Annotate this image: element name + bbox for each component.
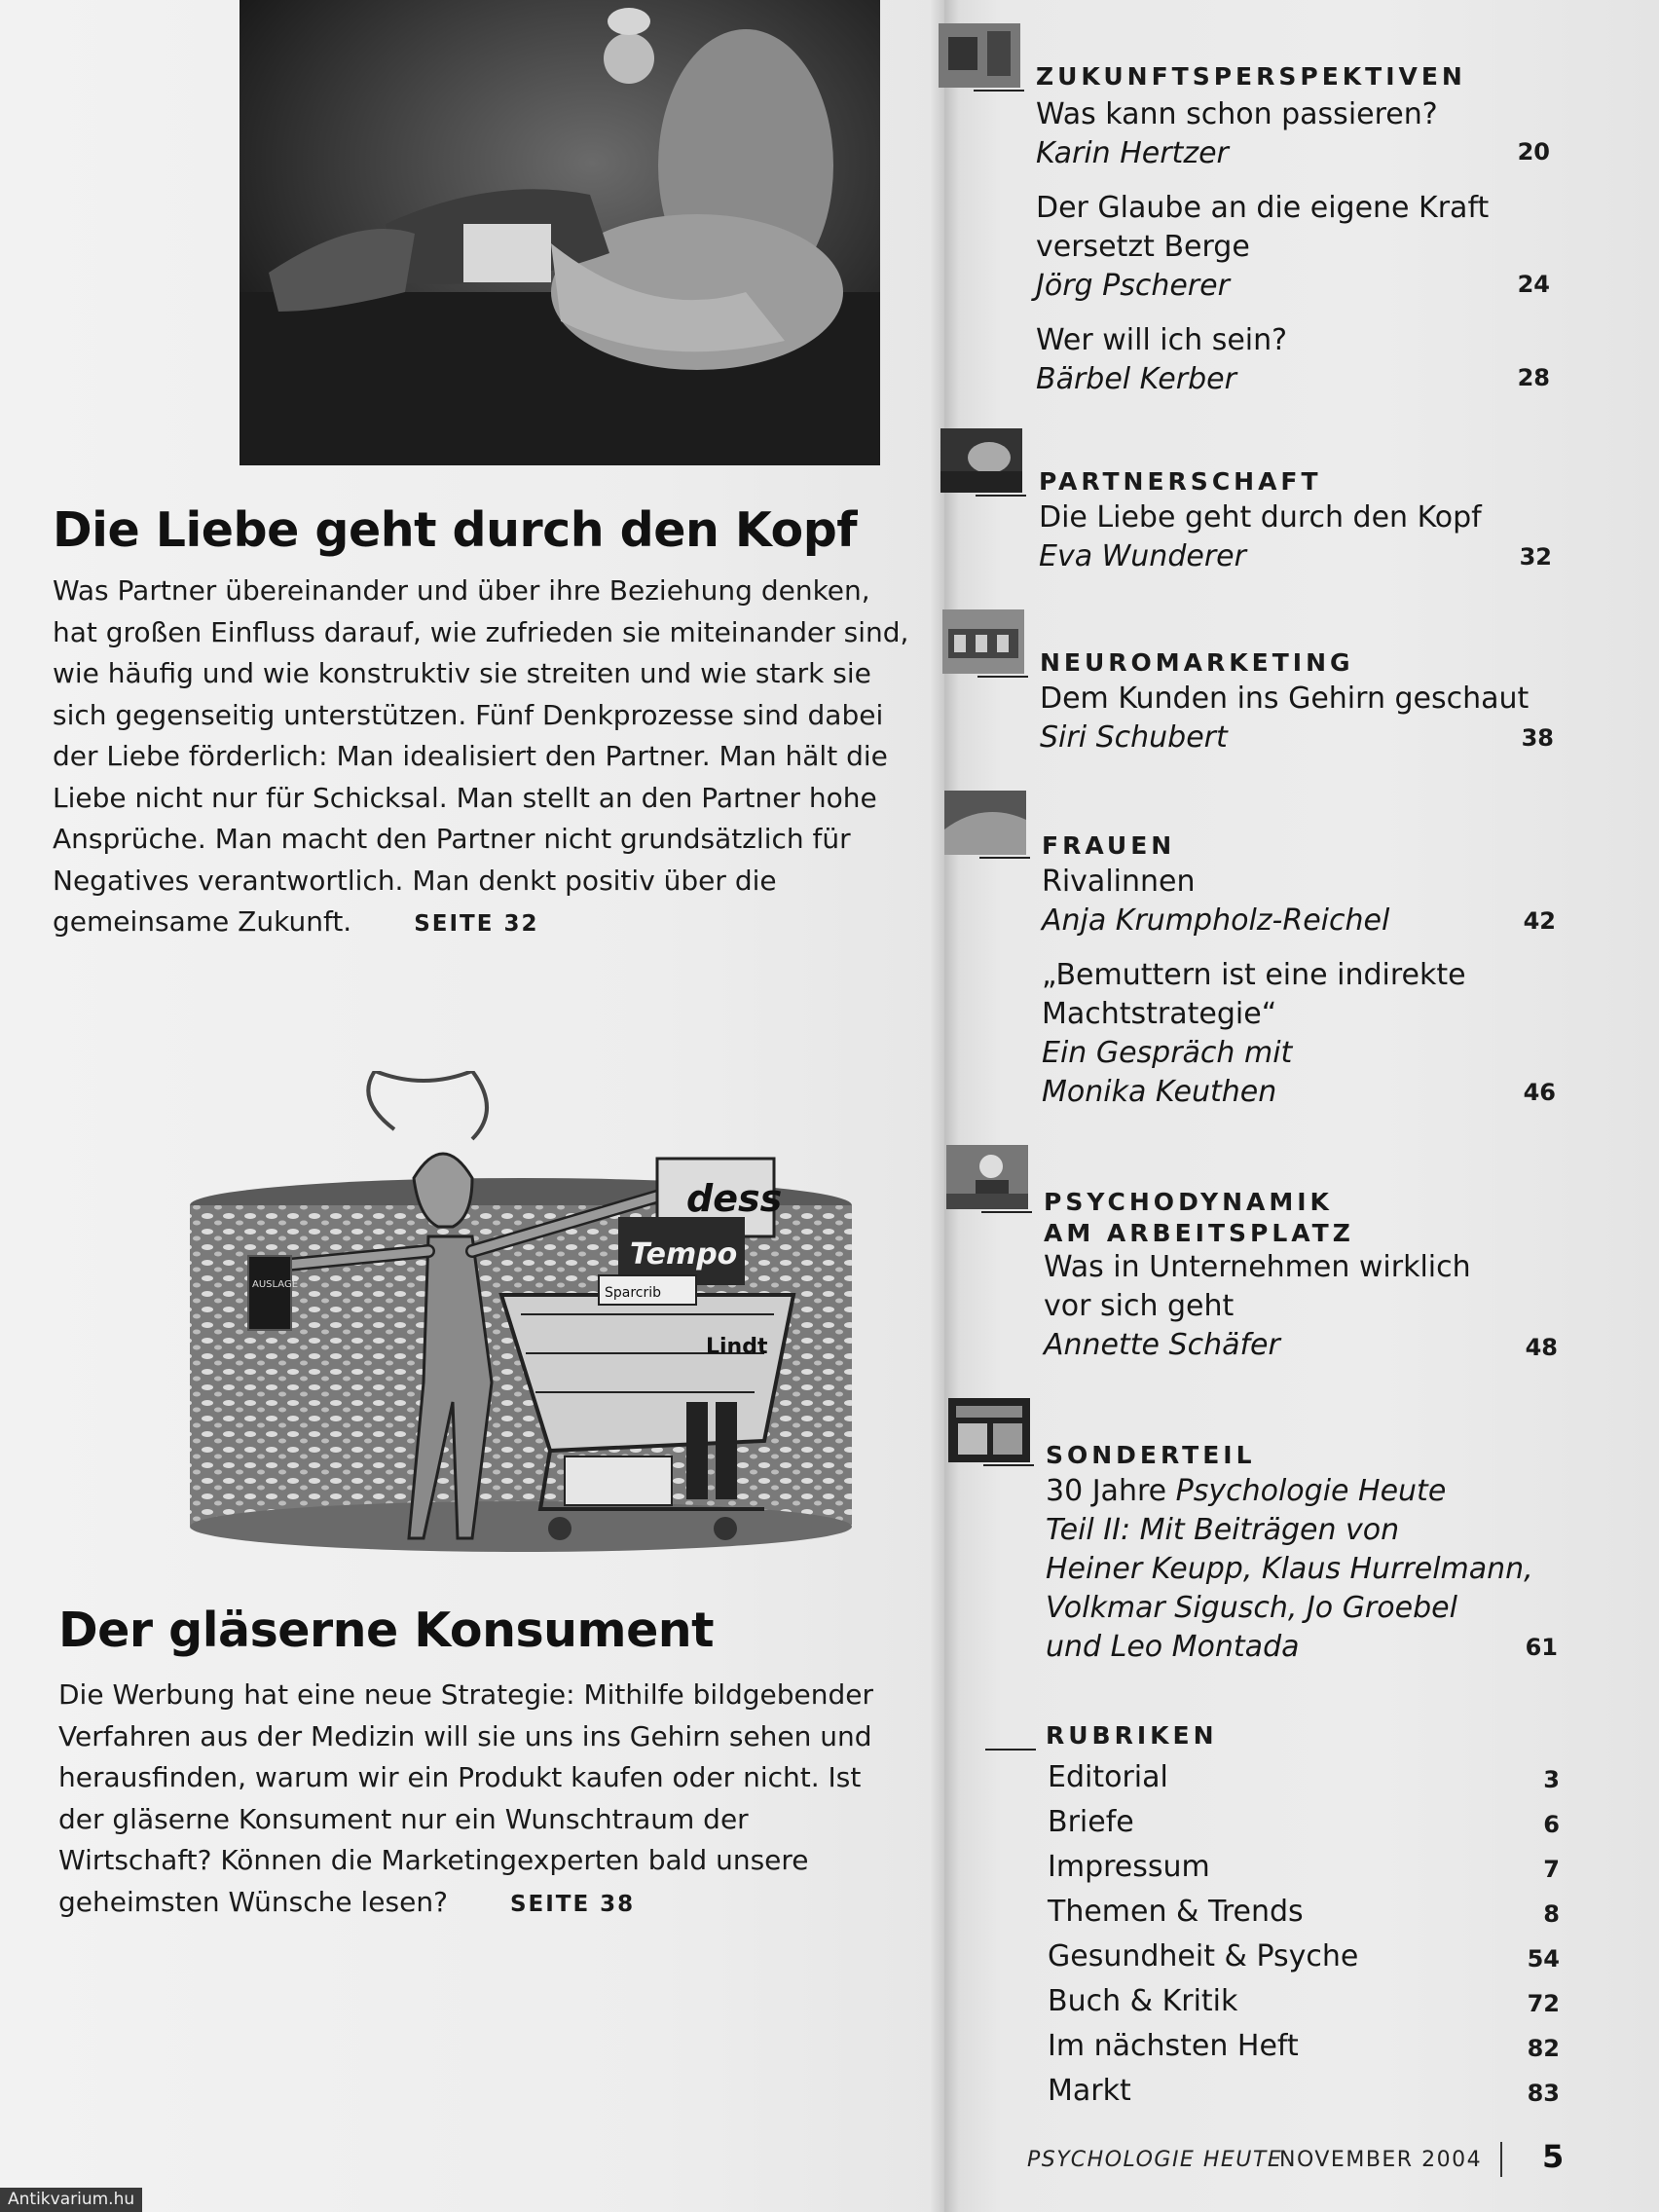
toc-entry-title-prefix: 30 Jahre <box>1046 1474 1176 1508</box>
section-rule <box>983 1464 1034 1466</box>
rubrik-page[interactable]: 82 <box>1527 2035 1560 2062</box>
toc-entry-page[interactable]: 38 <box>1521 724 1554 752</box>
section-rule <box>985 1749 1036 1751</box>
toc-entry-page[interactable]: 32 <box>1519 543 1552 571</box>
toc-entry-author: Ein Gespräch mit <box>1042 1036 1293 1070</box>
section-rule <box>974 90 1024 92</box>
watermark-label: Antikvarium.hu <box>0 2188 142 2212</box>
toc-entry-page[interactable]: 46 <box>1523 1079 1556 1106</box>
toc-entry-author: Volkmar Sigusch, Jo Groebel <box>1046 1591 1457 1625</box>
toc-entry-title[interactable]: Was in Unternehmen wirklich <box>1044 1250 1471 1284</box>
rubrik-page[interactable]: 72 <box>1527 1990 1560 2017</box>
rubrik-page[interactable]: 83 <box>1527 2080 1560 2107</box>
section-heading-arbeitsplatz: AM ARBEITSPLATZ <box>1044 1219 1354 1247</box>
toc-entry-title[interactable] <box>1046 1474 1446 1508</box>
section-rule <box>981 1211 1032 1213</box>
magazine-name: Psychologie Heute <box>1175 1474 1447 1508</box>
product-label-lindt: Lindt <box>706 1335 768 1359</box>
toc-entry-title[interactable]: Machtstrategie“ <box>1042 997 1277 1031</box>
page-reference-link[interactable]: SEITE 32 <box>414 911 539 937</box>
article-teaser-consumer <box>58 1675 896 1925</box>
footer-page-number: 5 <box>1542 2138 1565 2175</box>
section-thumbnail <box>940 428 1022 493</box>
toc-entry-author: Karin Hertzer <box>1036 136 1229 170</box>
toc-entry-page[interactable]: 24 <box>1517 271 1550 298</box>
toc-entry-author: Monika Keuthen <box>1042 1075 1277 1109</box>
section-rule <box>976 495 1026 497</box>
section-thumbnail <box>944 791 1026 855</box>
rubrik-item-naechstes-heft[interactable]: Im nächsten Heft <box>1048 2029 1299 2063</box>
rubrik-item-editorial[interactable]: Editorial <box>1048 1760 1168 1794</box>
rubrik-page[interactable]: 6 <box>1543 1811 1560 1838</box>
toc-entry-title[interactable]: Die Liebe geht durch den Kopf <box>1039 500 1482 535</box>
article-teaser-text: Was Partner übereinander und über ihre Beziehung denken, hat großen Einfluss darauf, wie zufrieden sie miteinander sind, wie häufig und wie konstruktiv sie streiten und wie stark sie sich gegenseitig unterstützen. Fünf Denkprozesse sind dabei der Liebe förderlich: Man idealisiert den Partner. Man hält die Liebe nicht nur für Schicksal. Man stellt an den Partner hohe Ansprüche. Man macht den Partner nicht grundsätzlich für Negatives verantwortlich. Man denkt positiv über die gemeinsame Zukunft. <box>53 574 909 938</box>
product-label-sparcrib: Sparcrib <box>605 1285 662 1301</box>
footer-divider <box>1500 2142 1502 2177</box>
rubrik-item-buch-kritik[interactable]: Buch & Kritik <box>1048 1984 1238 2018</box>
toc-entry-title[interactable]: Wer will ich sein? <box>1036 323 1288 357</box>
toc-entry-title[interactable]: vor sich geht <box>1044 1289 1235 1323</box>
rubrik-item-gesundheit-psyche[interactable]: Gesundheit & Psyche <box>1048 1939 1359 1973</box>
rubrik-item-markt[interactable]: Markt <box>1048 2074 1131 2108</box>
section-heading-psychodynamik: PSYCHODYNAMIK <box>1044 1188 1333 1216</box>
toc-entry-page[interactable]: 20 <box>1517 138 1550 166</box>
toc-entry-title[interactable]: Was kann schon passieren? <box>1036 97 1438 131</box>
page-reference-link[interactable]: SEITE 38 <box>509 1891 636 1917</box>
section-heading-frauen: FRAUEN <box>1042 831 1176 860</box>
toc-entry-page[interactable]: 42 <box>1523 907 1556 935</box>
rubrik-page[interactable]: 3 <box>1543 1766 1560 1793</box>
article-title-consumer: Der gläserne Konsument <box>58 1603 715 1658</box>
painting-couple-image <box>240 0 880 465</box>
toc-entry-author: Siri Schubert <box>1040 720 1228 755</box>
product-label-tempo: Tempo <box>630 1237 738 1272</box>
toc-entry-page[interactable]: 48 <box>1525 1334 1558 1361</box>
toc-entry-author: Annette Schäfer <box>1044 1328 1280 1362</box>
toc-entry-title[interactable]: versetzt Berge <box>1036 230 1250 264</box>
toc-entry-title[interactable]: Der Glaube an die eigene Kraft <box>1036 191 1490 225</box>
article-teaser-love <box>53 571 909 945</box>
section-heading-rubriken: RUBRIKEN <box>1046 1721 1218 1750</box>
section-thumbnail <box>942 609 1024 674</box>
shopping-cart-illustration <box>180 1071 862 1587</box>
section-thumbnail <box>948 1398 1030 1462</box>
footer-magazine-name: PSYCHOLOGIE HEUTE <box>1027 2148 1283 2172</box>
toc-entry-page[interactable]: 28 <box>1517 364 1550 391</box>
toc-entry-title[interactable]: Dem Kunden ins Gehirn geschaut <box>1040 682 1530 716</box>
section-heading-partnerschaft: PARTNERSCHAFT <box>1039 467 1322 496</box>
section-heading-neuromarketing: NEUROMARKETING <box>1040 648 1354 677</box>
toc-entry-author: Heiner Keupp, Klaus Hurrelmann, <box>1046 1552 1533 1586</box>
toc-entry-author: Eva Wunderer <box>1039 539 1246 573</box>
toc-entry-subtitle: Teil II: Mit Beiträgen von <box>1046 1513 1400 1547</box>
section-rule <box>977 676 1028 678</box>
section-heading-zukunftsperspektiven: ZUKUNFTSPERSPEKTIVEN <box>1036 62 1466 91</box>
rubrik-page[interactable]: 8 <box>1543 1900 1560 1928</box>
toc-entry-title[interactable]: „Bemuttern ist eine indirekte <box>1042 958 1466 992</box>
toc-entry-author: Bärbel Kerber <box>1036 362 1236 396</box>
article-title-love: Die Liebe geht durch den Kopf <box>53 502 858 558</box>
footer-issue-date: NOVEMBER 2004 <box>1279 2148 1483 2172</box>
page-gutter <box>930 0 959 2212</box>
rubrik-item-impressum[interactable]: Impressum <box>1048 1850 1210 1884</box>
product-label-auslage: AUSLAGE <box>252 1279 299 1290</box>
section-heading-sonderteil: SONDERTEIL <box>1046 1441 1256 1469</box>
rubrik-item-briefe[interactable]: Briefe <box>1048 1805 1134 1839</box>
rubrik-page[interactable]: 54 <box>1527 1945 1560 1972</box>
rubrik-item-themen-trends[interactable]: Themen & Trends <box>1048 1895 1304 1929</box>
section-rule <box>979 857 1030 859</box>
toc-entry-title[interactable]: Rivalinnen <box>1042 865 1196 899</box>
toc-entry-author: und Leo Montada <box>1046 1630 1300 1664</box>
rubrik-page[interactable]: 7 <box>1543 1856 1560 1883</box>
section-thumbnail <box>939 23 1020 88</box>
section-thumbnail <box>946 1145 1028 1209</box>
toc-entry-author: Anja Krumpholz-Reichel <box>1042 903 1390 938</box>
product-label-dess: dess <box>686 1177 783 1220</box>
toc-entry-author: Jörg Pscherer <box>1036 269 1230 303</box>
article-teaser-text: Die Werbung hat eine neue Strategie: Mithilfe bildgebender Verfahren aus der Medizin will sie uns ins Gehirn sehen und herausfinden, warum wir ein Produkt kaufen oder nicht. Ist der gläserne Konsument nur ein Wunschtraum der Wirtschaft? Können die Marketingexperten bald unsere geheimsten Wünsche lesen? <box>58 1678 874 1918</box>
toc-entry-page[interactable]: 61 <box>1525 1634 1558 1661</box>
